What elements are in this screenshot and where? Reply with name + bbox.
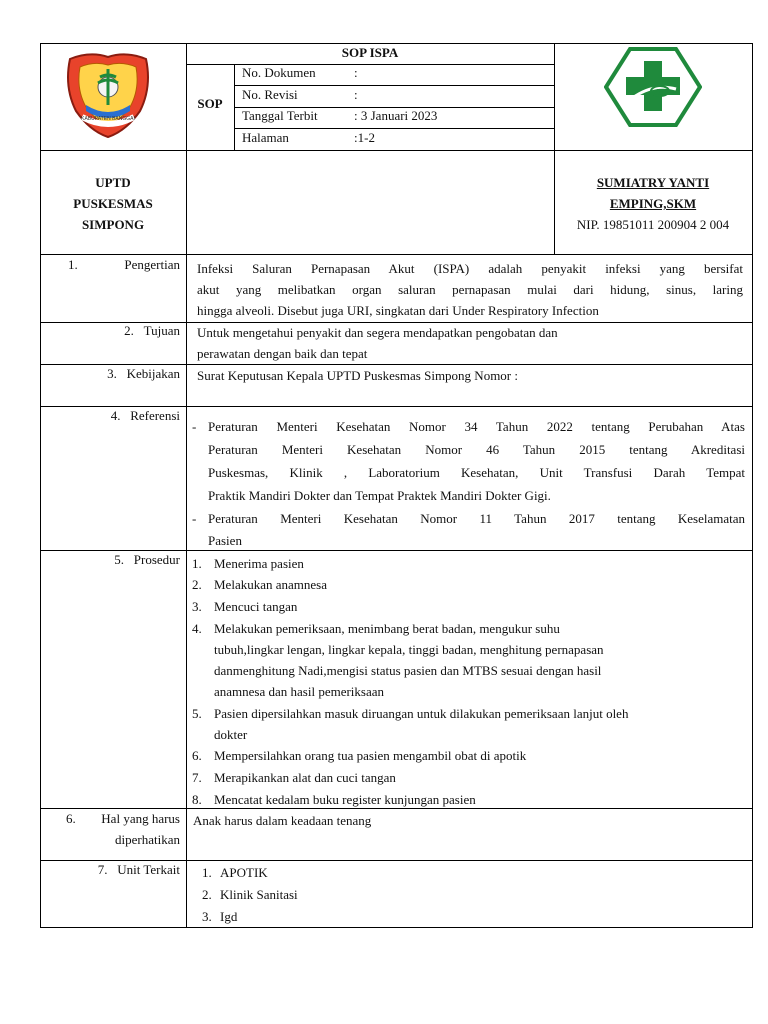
row-divider-6 xyxy=(40,860,753,861)
referensi-label: Referensi xyxy=(130,408,180,423)
pengertian-label: Pengertian xyxy=(124,257,180,272)
prosedur-step-8: Mencatat kedalam buku register kunjungan pasien xyxy=(214,792,476,807)
prosedur-step-4-line-4: anamnesa dan hasil pemeriksaan xyxy=(214,684,385,699)
regency-logo xyxy=(60,47,156,143)
row-divider-3 xyxy=(40,406,753,407)
unit-number: 7. xyxy=(97,862,108,877)
referensi-label-wrap xyxy=(60,408,180,424)
prosedur-step-7-number: 7. xyxy=(192,770,202,785)
meta-value-halaman: :1-2 xyxy=(354,130,375,145)
prosedur-step-3-number: 3. xyxy=(192,599,202,614)
prosedur-step-1: Menerima pasien xyxy=(214,556,304,571)
org-divider xyxy=(40,254,753,255)
referensi-1-line-4: Praktik Mandiri Dokter dan Tempat Praktek Mandiri Dokter Gigi. xyxy=(208,488,551,503)
puskesmas-logo xyxy=(604,47,702,127)
row-divider-4 xyxy=(40,550,753,551)
pengertian-line-1: Infeksi Saluran Pernapasan Akut (ISPA) adalah penyakit infeksi yang bersifat xyxy=(197,261,743,276)
referensi-2-line-1: Peraturan Menteri Kesehatan Nomor 11 Tahun 2017 tentang Keselamatan xyxy=(208,511,745,526)
prosedur-step-4-line-2: tubuh,lingkar lengan, lingkar kepala, tinggi badan, menghitung pernapasan xyxy=(214,642,604,657)
prosedur-step-4-number: 4. xyxy=(192,621,202,636)
org-name-line-3: SIMPONG xyxy=(81,217,145,232)
puskesmas-hexagon-icon xyxy=(604,47,702,127)
prosedur-step-3: Mencuci tangan xyxy=(214,599,298,614)
kebijakan-number: 3. xyxy=(107,366,117,381)
tujuan-line-1: Untuk mengetahui penyakit dan segera mendapatkan pengobatan dan xyxy=(197,325,558,340)
tujuan-label: Tujuan xyxy=(143,323,180,338)
hal-number: 6. xyxy=(66,811,76,826)
signer-name-line-2: EMPING,SKM xyxy=(609,196,697,211)
referensi-1-line-3: Puskesmas, Klinik , Laboratorium Kesehatan, Unit Transfusi Darah Tempat xyxy=(208,465,745,480)
hal-text: Anak harus dalam keadaan tenang xyxy=(193,813,372,828)
prosedur-number: 5. xyxy=(114,552,125,567)
prosedur-step-4-line-1: Melakukan pemeriksaan, menimbang berat badan, mengukur suhu xyxy=(214,621,560,636)
tujuan-label-wrap xyxy=(60,323,180,339)
prosedur-label-wrap xyxy=(60,552,180,568)
tujuan-number: 2. xyxy=(124,323,134,338)
prosedur-label: Prosedur xyxy=(133,552,180,567)
prosedur-step-5-line-1: Pasien dipersilahkan masuk diruangan untuk dilakukan pemeriksaan lanjut oleh xyxy=(214,706,629,721)
hal-label-line-2: diperhatikan xyxy=(115,832,180,847)
prosedur-step-4-line-3: danmenghitung Nadi,mengisi status pasien dan MTBS sesuai dengan hasil xyxy=(214,663,602,678)
meta-label-tanggal: Tanggal Terbit xyxy=(242,108,318,123)
kebijakan-text: Surat Keputusan Kepala UPTD Puskesmas Simpong Nomor : xyxy=(197,368,519,383)
unit-label-wrap xyxy=(60,862,180,878)
pengertian-number: 1. xyxy=(68,257,78,272)
logo-caption: KABUPATEN BANGGAI xyxy=(81,116,135,122)
meta-label-dokumen: No. Dokumen xyxy=(242,65,316,80)
meta-value-dokumen: : xyxy=(354,65,358,80)
prosedur-step-6-number: 6. xyxy=(192,748,202,763)
referensi-bullet-1: - xyxy=(192,419,197,434)
referensi-bullet-2: - xyxy=(192,511,197,526)
prosedur-step-6: Mempersilahkan orang tua pasien mengambil obat di apotik xyxy=(214,748,527,763)
border-bottom xyxy=(40,927,753,928)
kebijakan-label: Kebijakan xyxy=(126,366,180,381)
prosedur-step-5-number: 5. xyxy=(192,706,202,721)
header-divider xyxy=(40,150,753,151)
unit-item-3: Igd xyxy=(220,909,238,924)
org-name-line-1: UPTD xyxy=(95,175,131,190)
prosedur-step-2-number: 2. xyxy=(192,577,202,592)
border-right xyxy=(752,43,753,928)
referensi-2-line-2: Pasien xyxy=(208,533,242,548)
unit-item-1-number: 1. xyxy=(202,865,212,880)
unit-item-3-number: 3. xyxy=(202,909,212,924)
meta-divider-3 xyxy=(234,128,554,129)
signer-name-line-1: SUMIATRY YANTI xyxy=(596,175,710,190)
meta-divider-1 xyxy=(234,85,554,86)
unit-item-2-number: 2. xyxy=(202,887,212,902)
prosedur-step-2: Melakukan anamnesa xyxy=(214,577,327,592)
referensi-1-line-1: Peraturan Menteri Kesehatan Nomor 34 Tahun 2022 tentang Perubahan Atas xyxy=(208,419,745,434)
referensi-number: 4. xyxy=(110,408,121,423)
meta-label-revisi: No. Revisi xyxy=(242,87,298,102)
sop-title: SOP ISPA xyxy=(341,45,399,60)
sop-label: SOP xyxy=(197,96,223,111)
border-top xyxy=(40,43,753,44)
unit-label: Unit Terkait xyxy=(117,862,180,877)
kebijakan-label-wrap xyxy=(60,366,180,382)
hal-label-line-1: Hal yang harus xyxy=(101,811,180,826)
unit-item-2: Klinik Sanitasi xyxy=(220,887,298,902)
meta-label-halaman: Halaman xyxy=(242,130,289,145)
tujuan-line-2: perawatan dengan baik dan tepat xyxy=(197,346,368,361)
label-column-divider xyxy=(186,43,187,928)
org-name-line-2: PUSKESMAS xyxy=(73,196,153,211)
signer-nip: NIP. 19851011 200904 2 004 xyxy=(576,217,730,232)
regency-shield-icon xyxy=(60,47,156,143)
pengertian-line-3: hingga alveoli. Disebut juga URI, singkatan dari Under Respiratory Infection xyxy=(197,303,599,318)
prosedur-step-7: Merapikankan alat dan cuci tangan xyxy=(214,770,396,785)
meta-value-tanggal: : 3 Januari 2023 xyxy=(354,108,438,123)
prosedur-step-8-number: 8. xyxy=(192,792,202,807)
referensi-1-line-2: Peraturan Menteri Kesehatan Nomor 46 Tahun 2015 tentang Akreditasi xyxy=(208,442,745,457)
prosedur-step-5-line-2: dokter xyxy=(214,727,248,742)
unit-item-1: APOTIK xyxy=(220,865,268,880)
pengertian-line-2: akut yang melibatkan organ saluran pernapasan mulai dari hidung, sinus, laring xyxy=(197,282,743,297)
meta-value-revisi: : xyxy=(354,87,358,102)
prosedur-step-1-number: 1. xyxy=(192,556,202,571)
